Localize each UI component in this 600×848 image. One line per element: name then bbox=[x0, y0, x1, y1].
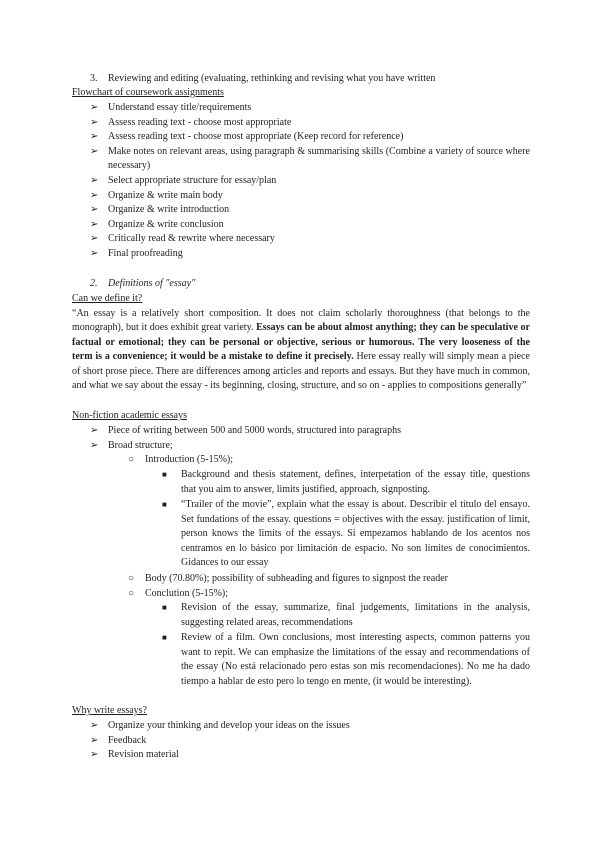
arrow-bullet-icon: ➢ bbox=[90, 175, 99, 186]
structure-part: ○ Introduction (5-15%); bbox=[128, 453, 530, 468]
structure-detail: ■ “Trailer of the movie”, explain what the essay is about. Describir el título del ensayo. Set fundations of the essay. questions = objectives with the essay. justification of limit, person knows the limits of the essays. Si empezamos hablando de los acentos nos centramos en lo básico por limitación de espacio. No son límites de conocimientos. Gidances to our essay bbox=[162, 499, 530, 569]
arrow-bullet-icon: ➢ bbox=[90, 218, 99, 230]
square-bullet-icon: ■ bbox=[162, 603, 167, 612]
nonfiction-item: ➢ Broad structure; bbox=[90, 439, 530, 454]
arrow-bullet-icon: ➢ bbox=[90, 145, 99, 157]
circle-bullet-icon: ○ bbox=[128, 454, 135, 465]
why-heading: Why write essays? bbox=[72, 705, 147, 716]
flowchart-item: ➢ Final proofreading bbox=[90, 247, 530, 262]
arrow-bullet-icon: ➢ bbox=[90, 116, 99, 128]
arrow-bullet-icon: ➢ bbox=[90, 720, 99, 731]
why-item: ➢ Revision material bbox=[90, 748, 530, 763]
structure-part: ○ Body (70.80%); possibility of subheading and figures to signpost the reader bbox=[128, 572, 530, 587]
section-3-number: 3. bbox=[90, 73, 98, 84]
flowchart-item: ➢ Select appropriate structure for essay/plan bbox=[90, 174, 530, 189]
circle-bullet-icon: ○ bbox=[128, 573, 135, 584]
arrow-bullet-icon: ➢ bbox=[90, 233, 99, 244]
square-bullet-icon: ■ bbox=[162, 633, 167, 642]
square-bullet-icon: ■ bbox=[162, 470, 167, 479]
arrow-bullet-icon: ➢ bbox=[90, 102, 99, 113]
arrow-bullet-icon: ➢ bbox=[90, 247, 99, 259]
arrow-bullet-icon: ➢ bbox=[90, 189, 99, 201]
section-2-number: 2. bbox=[90, 278, 98, 289]
circle-bullet-icon: ○ bbox=[128, 587, 135, 599]
flowchart-item: ➢ Make notes on relevant areas, using paragraph & summarising skills (Combine a variety of source where necessary) bbox=[90, 145, 530, 172]
flowchart-item: ➢ Assess reading text - choose most appropriate bbox=[90, 116, 530, 131]
arrow-bullet-icon: ➢ bbox=[90, 749, 99, 760]
section-2-heading bbox=[90, 277, 530, 292]
nonfiction-heading: Non-fiction academic essays bbox=[72, 410, 187, 421]
flowchart-item: ➢ Organize & write conclusion bbox=[90, 218, 530, 233]
section-3-text: Reviewing and editing (evaluating, rethinking and revising what you have written bbox=[108, 73, 436, 84]
flowchart-heading: Flowchart of coursework assignments bbox=[72, 87, 224, 98]
definition-quote: “An essay is a relatively short composition. It does not claim scholarly thoroughness (that belongs to the monograph), but it does exhibit great variety. Essays can be about almost anything; they can be speculative or factual or emotional; they can be personal or objective, serious or humorous. The very looseness of the term is a convenience; it would be a mistake to define it precisely. Here essay really will simply mean a piece of short prose piece. There are differences among articles and reports and essays. But they have much in common, and what we say about the essay - its beginning, closing, structure, and so on - applies to compositions generally” bbox=[72, 307, 530, 392]
section-2-title: Definitions of "essay" bbox=[108, 278, 196, 289]
definition-quote-bold: Essays can be about almost anything; they can be speculative or factual or emotional; they can be personal or objective, serious or humorous. The very looseness of the term is a convenience; it would be a mistake to define it precisely. bbox=[72, 322, 530, 363]
arrow-bullet-icon: ➢ bbox=[90, 204, 99, 215]
why-item: ➢ Organize your thinking and develop your ideas on the issues bbox=[90, 719, 530, 734]
arrow-bullet-icon: ➢ bbox=[90, 734, 99, 746]
square-bullet-icon: ■ bbox=[162, 500, 167, 509]
define-heading: Can we define it? bbox=[72, 293, 143, 304]
arrow-bullet-icon: ➢ bbox=[90, 425, 99, 436]
nonfiction-item: ➢ Piece of writing between 500 and 5000 words, structured into paragraphs bbox=[90, 424, 530, 439]
structure-part: ○ Conclution (5-15%); bbox=[128, 587, 530, 602]
flowchart-item: ➢ Organize & write introduction bbox=[90, 203, 530, 218]
arrow-bullet-icon: ➢ bbox=[90, 439, 99, 451]
structure-detail: ■ Background and thesis statement, defines, interpetation of the essay title, questions that you aim to answer, limits justified, approach, signposting. bbox=[162, 469, 530, 495]
why-item: ➢ Feedback bbox=[90, 734, 530, 749]
flowchart-item: ➢ Understand essay title/requirements bbox=[90, 101, 530, 116]
flowchart-item: ➢ Critically read & rewrite where necessary bbox=[90, 232, 530, 247]
arrow-bullet-icon: ➢ bbox=[90, 131, 99, 142]
structure-detail: ■ Revision of the essay, summarize, final judgements, limitations in the analysis, suggesting related areas, recommendations bbox=[162, 602, 530, 628]
flowchart-item: ➢ Assess reading text - choose most appropriate (Keep record for reference) bbox=[90, 130, 530, 145]
section-3-line bbox=[90, 72, 530, 87]
flowchart-item: ➢ Organize & write main body bbox=[90, 189, 530, 204]
structure-detail: ■ Review of a film. Own conclusions, most interesting aspects, common patterns you want to repit. We can emphasize the limitations of the essay and recommendations of the essay (No está relacionado pero estas son mis recomendaciones). No me ha dado tiempo a hablar de esto pero lo tengo en mente, (it would be interesting). bbox=[162, 632, 530, 687]
